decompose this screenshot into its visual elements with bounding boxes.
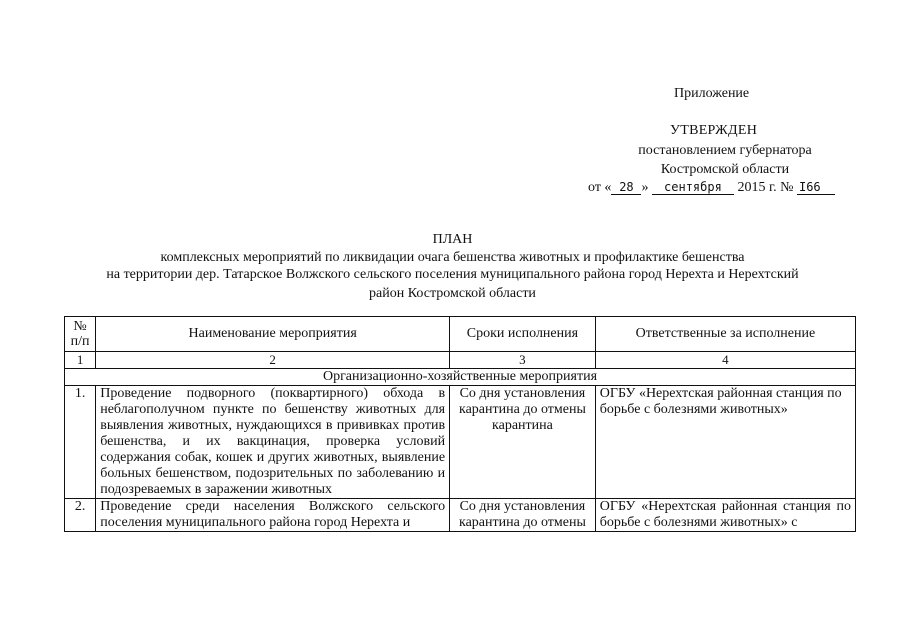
approved-label: УТВЕРЖДЕН	[670, 123, 758, 138]
table-row	[65, 386, 856, 499]
table-index-row	[65, 352, 856, 369]
order-line	[588, 180, 835, 196]
approval-line-1: постановлением губернатора	[638, 143, 812, 158]
order-number: I66	[797, 181, 835, 195]
row-num: 1.	[65, 386, 96, 499]
order-prefix: от «	[588, 180, 612, 195]
table-header-row	[65, 317, 856, 352]
order-mid: »	[641, 180, 649, 195]
row-name-text: Проведение среди населения Волжского сельского поселения муниципального района город Нерехта и	[100, 499, 446, 530]
row-num	[65, 499, 96, 532]
row-name: Проведение подворного (поквартирного) обхода в неблагополучном пункте по бешенству животных для выявления животных, нуждающихся в прививках против бешенства, и их вакцинация, проверка условий содержания собак, кошек и других животных, выявление больных бешенством, подозрительных по заболеванию и подозреваемых в заражении животных	[96, 386, 450, 499]
index-cell: 1	[65, 352, 96, 369]
row-term	[450, 499, 596, 532]
row-term: Со дня установления карантина до отмены карантина	[450, 386, 596, 499]
plan-subtitle-line-1: комплексных мероприятий по ликвидации очага бешенства животных и профилактике бешенства	[160, 250, 745, 265]
section-row	[65, 369, 856, 386]
index-cell: 4	[595, 352, 855, 369]
order-day: 28	[611, 181, 641, 195]
section-title: Организационно-хозяйственные мероприятия	[65, 369, 856, 386]
row-name	[96, 499, 450, 532]
index-cell: 2	[96, 352, 450, 369]
header-num: № п/п	[65, 317, 96, 352]
header-name: Наименование мероприятия	[96, 317, 450, 352]
plan-title: ПЛАН	[432, 232, 473, 247]
header-term: Сроки исполнения	[450, 317, 596, 352]
order-month: сентября	[652, 181, 734, 195]
order-year: 2015 г. №	[737, 180, 794, 195]
table-row	[65, 499, 856, 532]
row-resp-text: ОГБУ «Нерехтская районная станция по борьбе с болезнями животных» с	[599, 499, 851, 530]
header-resp: Ответственные за исполнение	[595, 317, 855, 352]
row-resp	[595, 499, 855, 532]
plan-table	[64, 316, 856, 532]
plan-subtitle-line-3: район Костромской области	[369, 286, 536, 301]
plan-subtitle-line-2: на территории дер. Татарское Волжского сельского поселения муниципального района город Нерехта и Нерехтский	[106, 267, 799, 282]
appendix-label: Приложение	[674, 86, 750, 101]
row-resp: ОГБУ «Нерехтская районная станция по борьбе с болезнями животных»	[595, 386, 855, 499]
approval-line-2: Костромской области	[660, 162, 790, 177]
row-term-text: Со дня установления карантина до отмены	[459, 499, 586, 530]
index-cell: 3	[450, 352, 596, 369]
row-num-text: 2.	[74, 499, 86, 514]
